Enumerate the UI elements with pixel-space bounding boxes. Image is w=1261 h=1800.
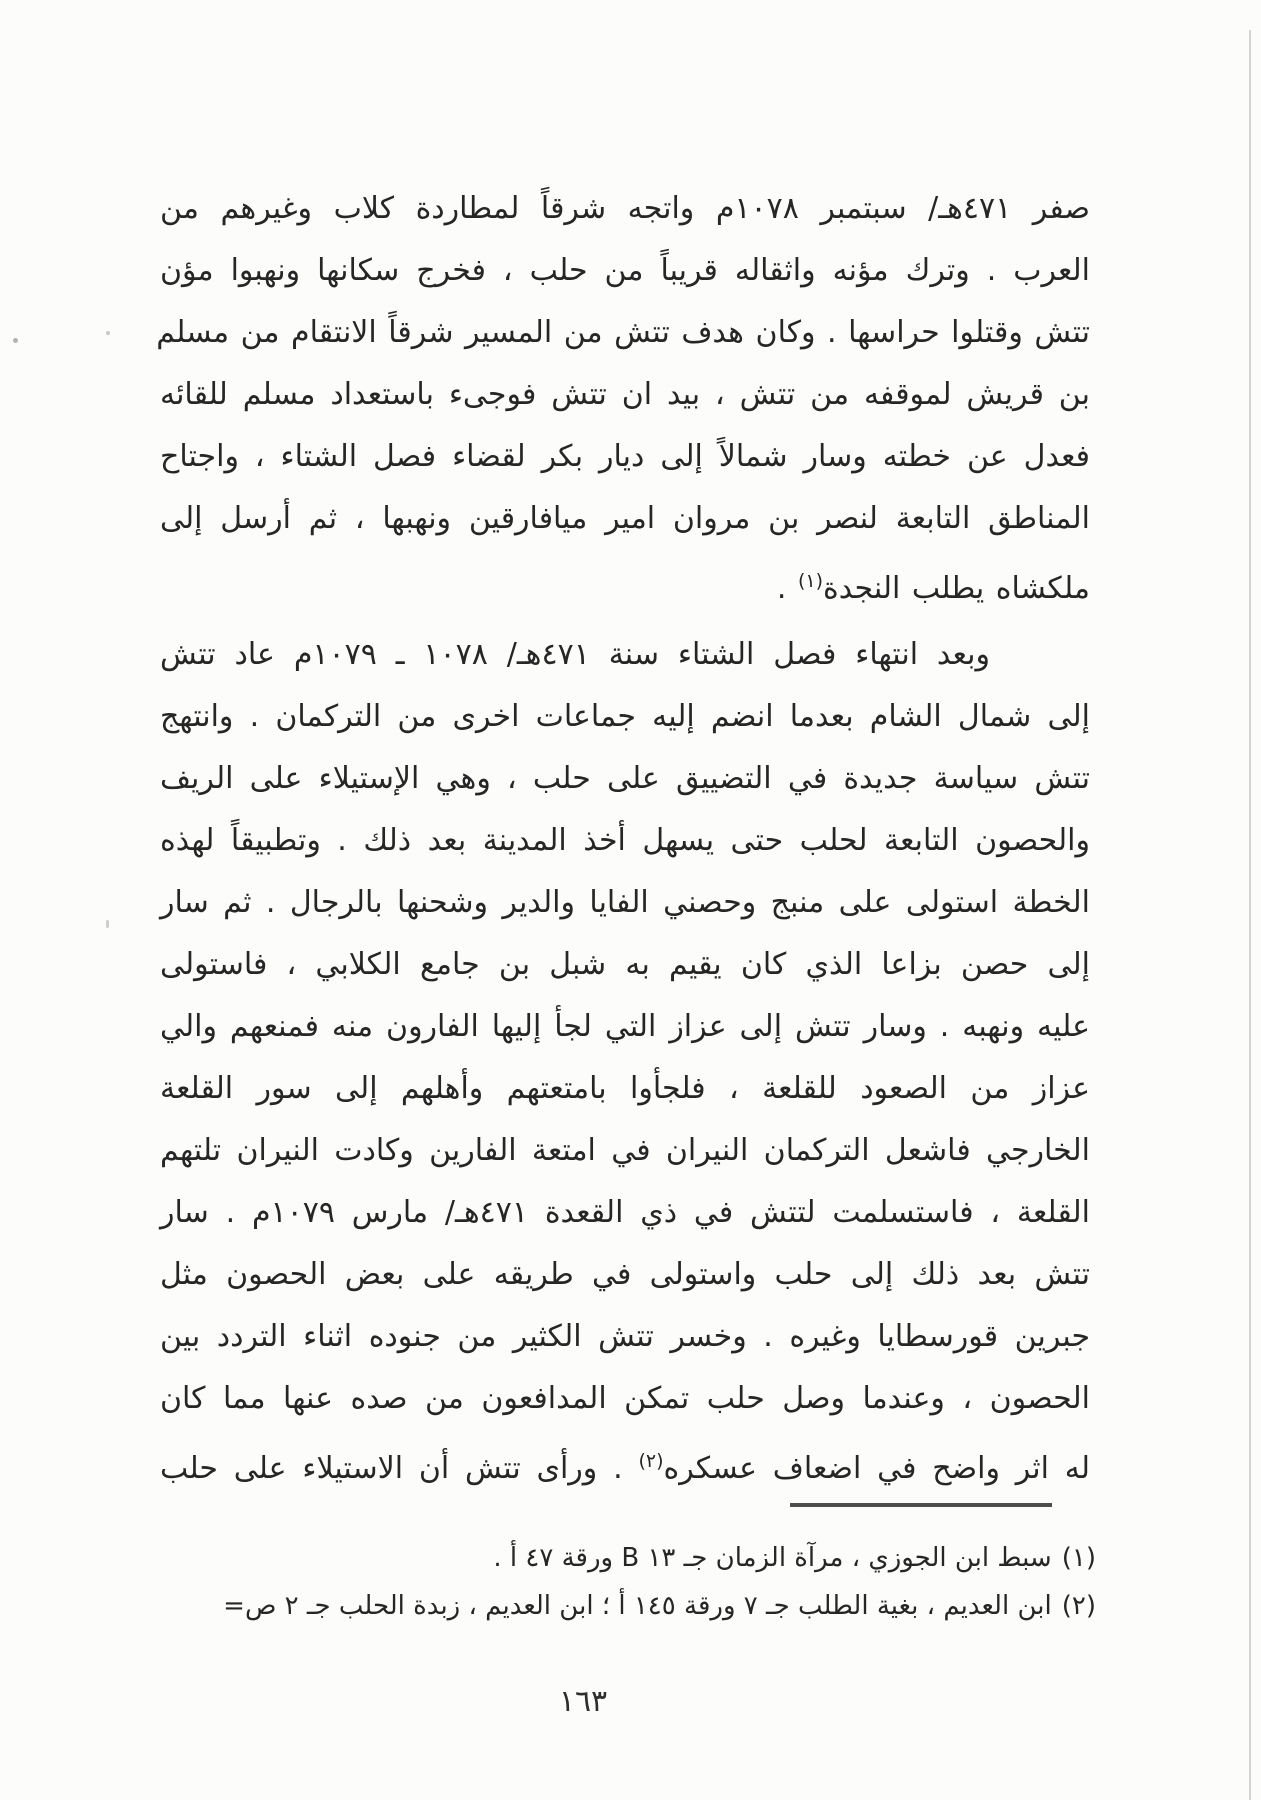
- text-line: إلى حصن بزاعا الذي كان يقيم به شبل بن جامع الكلابي ، فاستولى: [160, 947, 1090, 982]
- footnote-1-marker: (١): [1061, 1543, 1096, 1573]
- text-line: الخطة استولى على منبج وحصني الفايا والدير وشحنها بالرجال . ثم سار: [160, 885, 1090, 920]
- text-line: الخارجي فاشعل التركمان النيران في امتعة الفارين وكادت النيران تلتهم: [160, 1133, 1090, 1168]
- page-number: ١٦٣: [558, 1684, 608, 1719]
- line-text: . ورأى تتش أن الاستيلاء على حلب: [160, 1451, 639, 1486]
- footnote-2-text: ابن العديم ، بغية الطلب جـ ٧ ورقة ١٤٥ أ ؛ ابن العديم ، زبدة الحلب جـ ٢ ص=: [223, 1591, 1052, 1621]
- text-line: عليه ونهبه . وسار تتش إلى عزاز التي لجأ إليها الفارون منه فمنعهم والي: [160, 1009, 1090, 1044]
- text-line: تتش بعد ذلك إلى حلب واستولى في طريقه على بعض الحصون مثل: [160, 1257, 1090, 1292]
- scan-speck: [13, 338, 18, 343]
- footnote-separator-rule: [790, 1503, 1052, 1507]
- text-line: [160, 1430, 1090, 1492]
- text-line: العرب . وترك مؤنه واثقاله قريباً من حلب ، فخرج سكانها ونهبوا مؤن: [160, 253, 1090, 288]
- text-line: القلعة ، فاستسلمت لتتش في ذي القعدة ٤٧١هـ/ مارس ١٠٧٩م . سار: [160, 1195, 1090, 1230]
- text-line: فعدل عن خطته وسار شمالاً إلى ديار بكر لقضاء فصل الشتاء ، واجتاح: [160, 439, 1090, 474]
- line-text: ملكشاه يطلب النجدة: [823, 571, 1090, 606]
- text-line: تتش سياسة جديدة في التضييق على حلب ، وهي الإستيلاء على الريف: [160, 761, 1090, 796]
- footnote-2: [136, 1582, 1096, 1630]
- paragraph-1: [156, 178, 1090, 612]
- scan-edge-line: [1249, 30, 1251, 1800]
- footnote-1: [136, 1534, 1096, 1582]
- text-line: الحصون ، وعندما وصل حلب تمكن المدافعون من صده عنها مما كان: [160, 1381, 1090, 1416]
- text-line-paragraph-start: وبعد انتهاء فصل الشتاء سنة ٤٧١هـ/ ١٠٧٨ ـ ١٠٧٩م عاد تتش: [160, 637, 990, 672]
- text-line: بن قريش لموقفه من تتش ، بيد ان تتش فوجىء باستعداد مسلم للقائه: [160, 377, 1090, 412]
- line-text: له اثر واضح في اضعاف عسكره: [663, 1451, 1091, 1486]
- body-text: [156, 178, 1091, 1492]
- paragraph-2: [160, 624, 1090, 1492]
- text-line: إلى شمال الشام بعدما انضم إليه جماعات اخرى من التركمان . وانتهج: [160, 699, 1090, 734]
- text-line-paragraph-end: [160, 550, 1090, 612]
- footnote-2-marker: (٢): [1061, 1591, 1096, 1621]
- scan-speck: [106, 920, 109, 928]
- line-text: .: [776, 571, 798, 606]
- footnotes-section: [136, 1534, 1096, 1630]
- footnote-ref-2: (٢): [638, 1450, 664, 1472]
- text-line: صفر ٤٧١هـ/ سبتمبر ١٠٧٨م واتجه شرقاً لمطاردة كلاب وغيرهم من: [160, 191, 1090, 226]
- footnote-ref-1: (١): [797, 570, 824, 592]
- scan-speck: [106, 331, 110, 335]
- text-line: جبرين قورسطايا وغيره . وخسر تتش الكثير من جنوده اثناء التردد بين: [160, 1319, 1090, 1354]
- footnote-1-text: سبط ابن الجوزي ، مرآة الزمان جـ ١٣ B ورقة ٤٧ أ .: [493, 1543, 1052, 1573]
- text-line: عزاز من الصعود للقلعة ، فلجأوا بامتعتهم وأهلهم إلى سور القلعة: [160, 1071, 1090, 1106]
- text-line: والحصون التابعة لحلب حتى يسهل أخذ المدينة بعد ذلك . وتطبيقاً لهذه: [160, 823, 1090, 858]
- text-line: المناطق التابعة لنصر بن مروان امير ميافارقين ونهبها ، ثم أرسل إلى: [160, 501, 1090, 536]
- text-line: تتش وقتلوا حراسها . وكان هدف تتش من المسير شرقاً الانتقام من مسلم: [156, 315, 1090, 350]
